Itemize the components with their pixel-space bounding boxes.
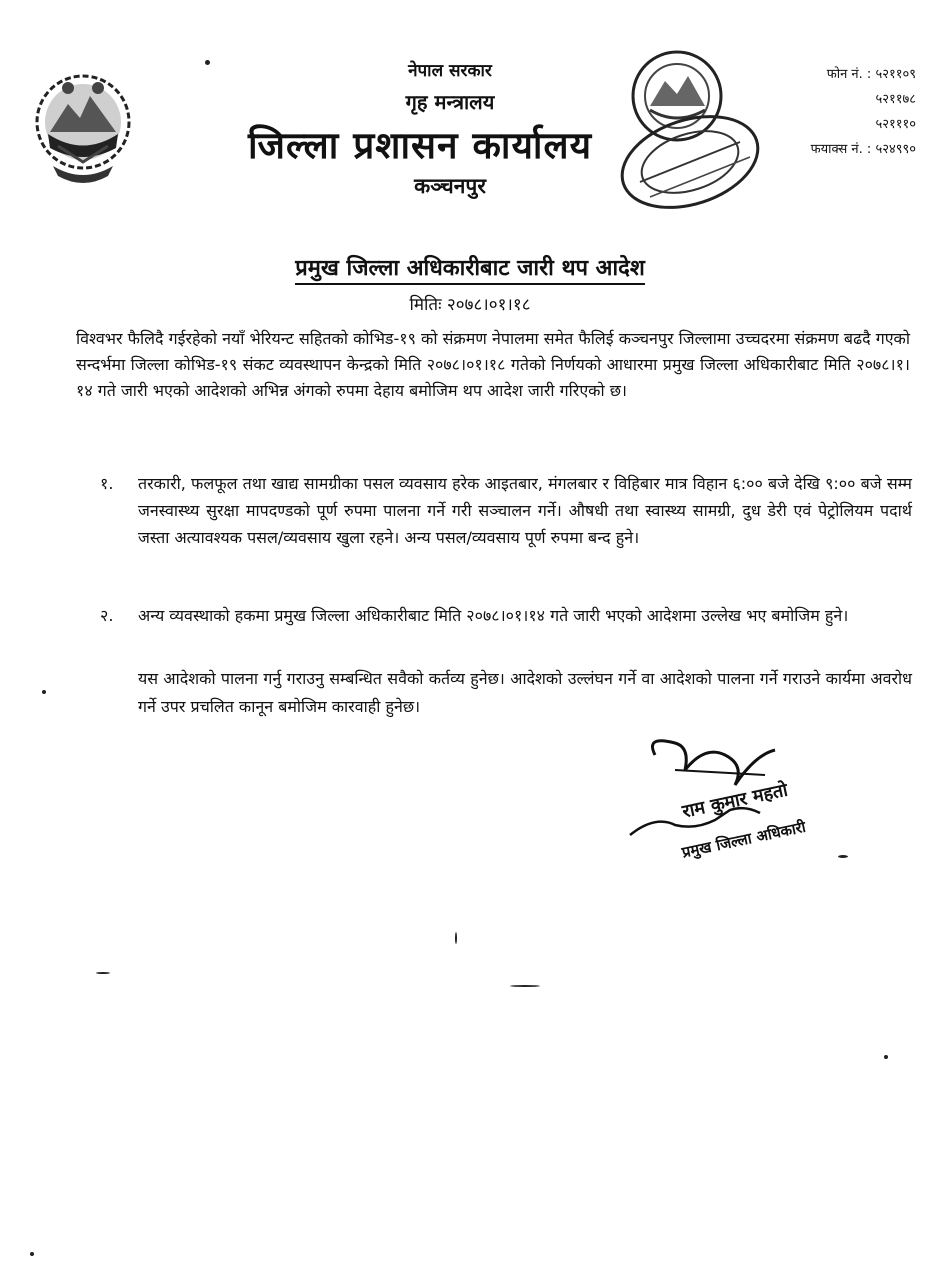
order-date: मितिः २०७८।०१।१८ — [409, 295, 531, 315]
phone-label: फोन नं. : — [826, 67, 872, 82]
scan-speck — [510, 985, 540, 987]
fax-label: फयाक्स नं. : — [810, 142, 872, 157]
scan-speck — [455, 932, 457, 944]
list-item — [100, 470, 912, 551]
scan-speck — [884, 1055, 888, 1059]
closing-paragraph: यस आदेशको पालना गर्नु गराउनु सम्बन्धित सवैको कर्तव्य हुनेछ। आदेशको उल्लंघन गर्ने वा आदेशको पालना गर्ने गराउने कार्यमा अवरोध गर्ने उपर प्रचलित कानून बमोजिम कारवाही हुनेछ। — [138, 669, 912, 716]
phone-number: ५२१११० — [875, 117, 916, 132]
order-title-text: प्रमुख जिल्ला अधिकारीबाट जारी थप आदेश — [295, 256, 645, 285]
phone-line-3 — [726, 112, 916, 137]
scan-speck — [42, 690, 46, 694]
signer-title: प्रमुख जिल्ला अधिकारी — [680, 817, 808, 862]
item-number: २. — [100, 606, 114, 625]
scan-speck — [205, 60, 210, 65]
scan-speck — [838, 855, 848, 858]
ministry-name: गृह मन्त्रालय — [405, 90, 495, 114]
office-name: जिल्ला प्रशासन कार्यालय — [247, 124, 593, 167]
item-text: अन्य व्यवस्थाको हकमा प्रमुख जिल्ला अधिकारीबाट मिति २०७८।०१।१४ गते जारी भएको आदेशमा उल्लेख भए बमोजिम हुने। — [138, 606, 849, 625]
fax-number: ५२४९९० — [875, 142, 916, 157]
scan-speck — [30, 1252, 34, 1256]
item-number: १. — [100, 474, 114, 493]
phone-number: ५२११७८ — [875, 92, 916, 107]
signer-name: राम कुमार महतो — [680, 779, 790, 823]
phone-number: ५२११०९ — [875, 67, 916, 82]
list-item — [100, 602, 912, 629]
government-name: नेपाल सरकार — [408, 61, 492, 81]
district-name: कञ्चनपुर — [414, 174, 486, 198]
order-title — [0, 252, 940, 282]
scan-speck — [96, 972, 110, 974]
contact-info — [726, 62, 916, 162]
phone-line-1 — [726, 62, 916, 87]
phone-line-2 — [726, 87, 916, 112]
intro-paragraph: विश्वभर फैलिदै गईरहेको नयाँ भेरियन्ट सहितको कोभिड-१९ को संक्रमण नेपालमा समेत फैलिई कञ्चनपुर जिल्लामा उच्चदरमा संक्रमण बढदै गएको सन्दर्भमा जिल्ला कोभिड-१९ संकट व्यवस्थापन केन्द्रको मिति २०७८।०१।१८ गतेको निर्णयको आधारमा प्रमुख जिल्ला अधिकारीबाट मिति २०७८।१।१४ गते जारी भएको आदेशको अभिन्न अंगको रुपमा देहाय बमोजिम थप आदेश जारी गरिएको छ। — [76, 329, 910, 400]
fax-line — [726, 137, 916, 162]
item-text: तरकारी, फलफूल तथा खाद्य सामग्रीका पसल व्यवसाय हरेक आइतबार, मंगलबार र विहिबार मात्र विहान ६:०० बजे देखि ९:०० बजे सम्म जनस्वास्थ्य सुरक्षा मापदण्डको पूर्ण रुपमा पालना गर्ने गरी सञ्चालन गर्ने। औषधी तथा स्वास्थ्य सामग्री, दुध डेरी एवं पेट्रोलियम पदार्थ जस्ता अत्यावश्यक पसल/व्यवसाय खुला रहने। अन्य पसल/व्यवसाय पूर्ण रुपमा बन्द हुने। — [138, 474, 912, 547]
